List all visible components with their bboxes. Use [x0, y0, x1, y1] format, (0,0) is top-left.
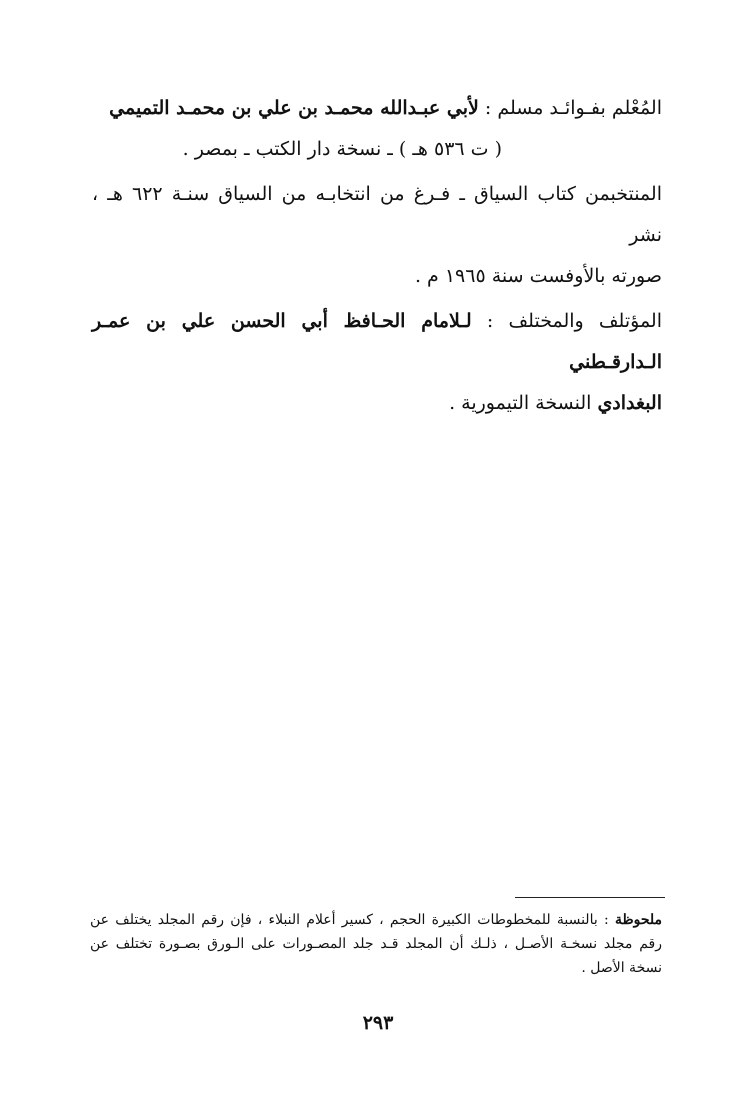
entry-text: من كتاب السياق ـ فـرغ من انتخابـه من السياق سنـة ٦٢٢ هـ ، نشر [92, 183, 662, 246]
entry-continuation [92, 383, 662, 424]
entry-separator: : [478, 97, 498, 119]
bibliography-entry [92, 174, 662, 297]
entry-title: المؤتلف والمختلف [508, 310, 663, 332]
page-number: ٢٩٣ [362, 1012, 394, 1034]
entry-separator: : [471, 310, 509, 332]
entry-title: المُعْلم بفـوائـد مسلم [497, 97, 662, 119]
entry-line [92, 88, 662, 129]
entry-author: لأبي عبـدالله محمـد بن علي بن محمـد التميمي [109, 97, 479, 119]
entry-line [92, 174, 662, 256]
entry-continuation-text: النسخة التيمورية . [449, 392, 592, 414]
footnote [90, 908, 662, 980]
bibliography-entry [92, 301, 662, 424]
entry-author: لـلامام الحـافظ أبي الحسن علي بن عمـر الـدارقـطني [92, 310, 662, 373]
entry-continuation: ( ت ٥٣٦ هـ ) ـ نسخة دار الكتب ـ بمصر . [182, 138, 502, 160]
entry-title: المنتخب [610, 183, 662, 205]
bibliography-entry [92, 88, 662, 170]
entry-line [92, 301, 662, 383]
bibliography-entries [92, 88, 662, 424]
entry-author-nisba: البغدادي [597, 392, 662, 414]
footnote-label: ملحوظة [614, 912, 662, 928]
footnote-rule [515, 897, 665, 898]
footnote-text: : بالنسبة للمخطوطات الكبيرة الحجم ، كسير أعلام النبلاء ، فإن رقم المجلد يختلف عن رقم مجلد نسخـة الأصـل ، ذلـك أن المجلد قـد جلد المصـورات على الـورق بصـورة تختلف عن نسخة الأصل . [90, 912, 662, 976]
entry-continuation: صورته بالأوفست سنة ١٩٦٥ م . [414, 265, 662, 287]
